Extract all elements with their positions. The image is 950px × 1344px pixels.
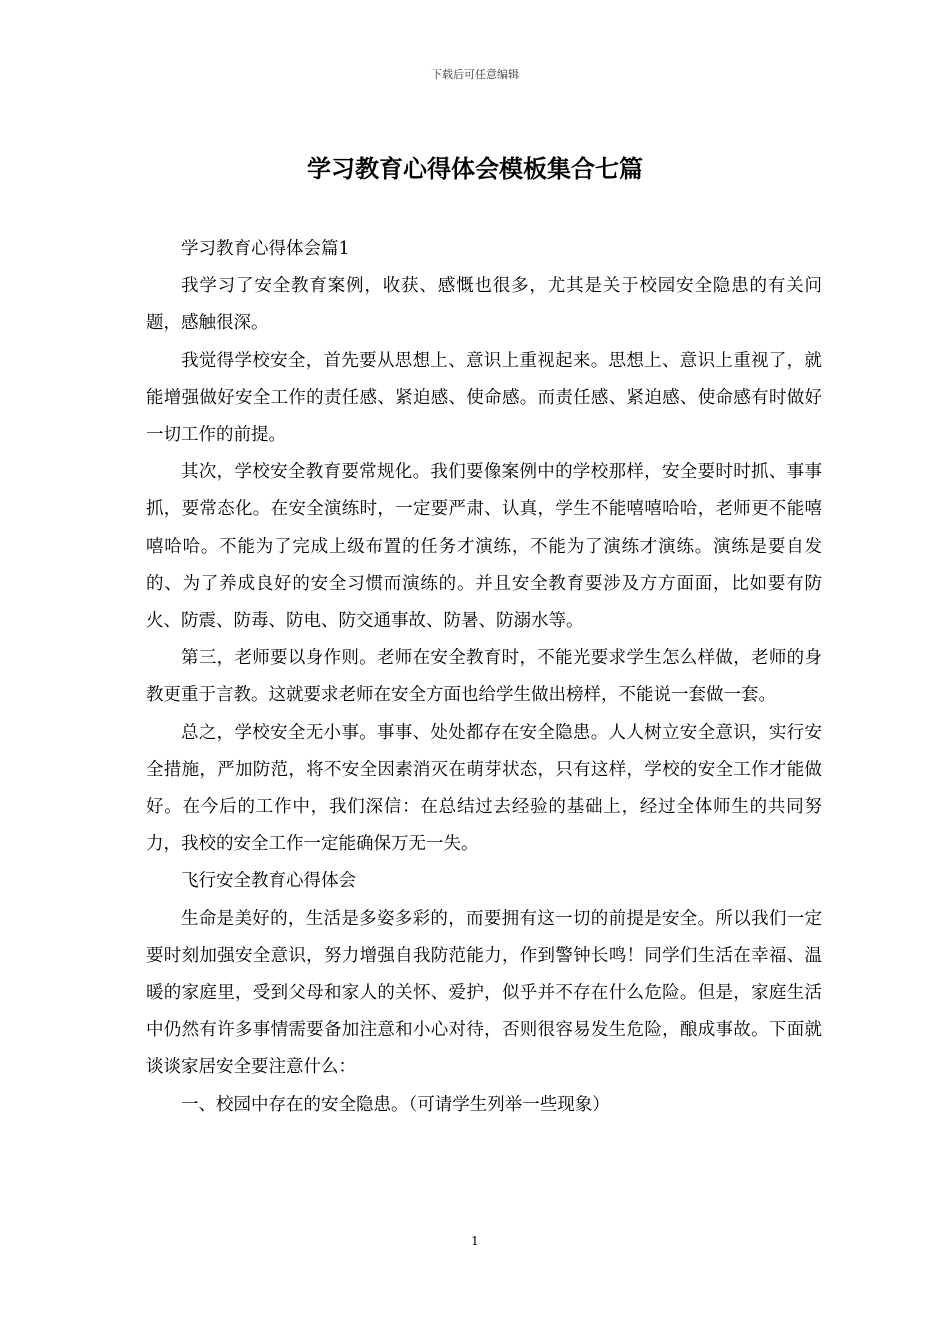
body-paragraph: 其次，学校安全教育要常规化。我们要像案例中的学校那样，安全要时时抓、事事抓，要常态化。在安全演练时，一定要严肃、认真，学生不能嘻嘻哈哈，老师更不能嘻嘻哈哈。不能为了完成上级布置的任务才演练，不能为了演练才演练。演练是要自发的、为了养成良好的安全习惯而演练的。并且安全教育要涉及方方面面，比如要有防火、防震、防毒、防电、防交通事故、防暑、防溺水等。 — [146, 462, 822, 632]
section-heading: 学习教育心得体会篇1 — [181, 239, 350, 259]
body-paragraph: 总之，学校安全无小事。事事、处处都存在安全隐患。人人树立安全意识，实行安全措施，严加防范，将不安全因素消灭在萌芽状态，只有这样，学校的安全工作才能做好。在今后的工作中，我们深信：在总结过去经验的基础上，经过全体师生的共同努力，我校的安全工作一定能确保万无一失。 — [146, 722, 822, 855]
page-number: 1 — [471, 1234, 479, 1248]
document-title: 学习教育心得体会模板集合七篇 — [307, 154, 643, 183]
page-header-note: 下载后可任意编辑 — [431, 68, 519, 81]
body-paragraph: 生命是美好的，生活是多姿多彩的，而要拥有这一切的前提是安全。所以我们一定要时刻加强安全意识，努力增强自我防范能力，作到警钟长鸣！同学们生活在幸福、温暖的家庭里，受到父母和家人的关怀、爱护，似乎并不存在什么危险。但是，家庭生活中仍然有许多事情需要备加注意和小心对待，否则很容易发生危险，酿成事故。下面就谈谈家居安全要注意什么： — [146, 908, 822, 1078]
section-heading: 飞行安全教育心得体会 — [181, 871, 356, 892]
body-paragraph: 第三，老师要以身作则。老师在安全教育时，不能光要求学生怎么样做，老师的身教更重于言教。这就要求老师在安全方面也给学生做出榜样，不能说一套做一套。 — [146, 648, 822, 706]
body-paragraph: 我学习了安全教育案例，收获、感慨也很多，尤其是关于校园安全隐患的有关问题，感触很深。 — [146, 276, 822, 334]
body-paragraph: 我觉得学校安全，首先要从思想上、意识上重视起来。思想上、意识上重视了，就能增强做好安全工作的责任感、紧迫感、使命感。而责任感、紧迫感、使命感有时做好一切工作的前提。 — [146, 350, 822, 446]
list-item: 一、校园中存在的安全隐患。（可请学生列举一些现象） — [181, 1094, 610, 1115]
document-body — [146, 231, 822, 1124]
